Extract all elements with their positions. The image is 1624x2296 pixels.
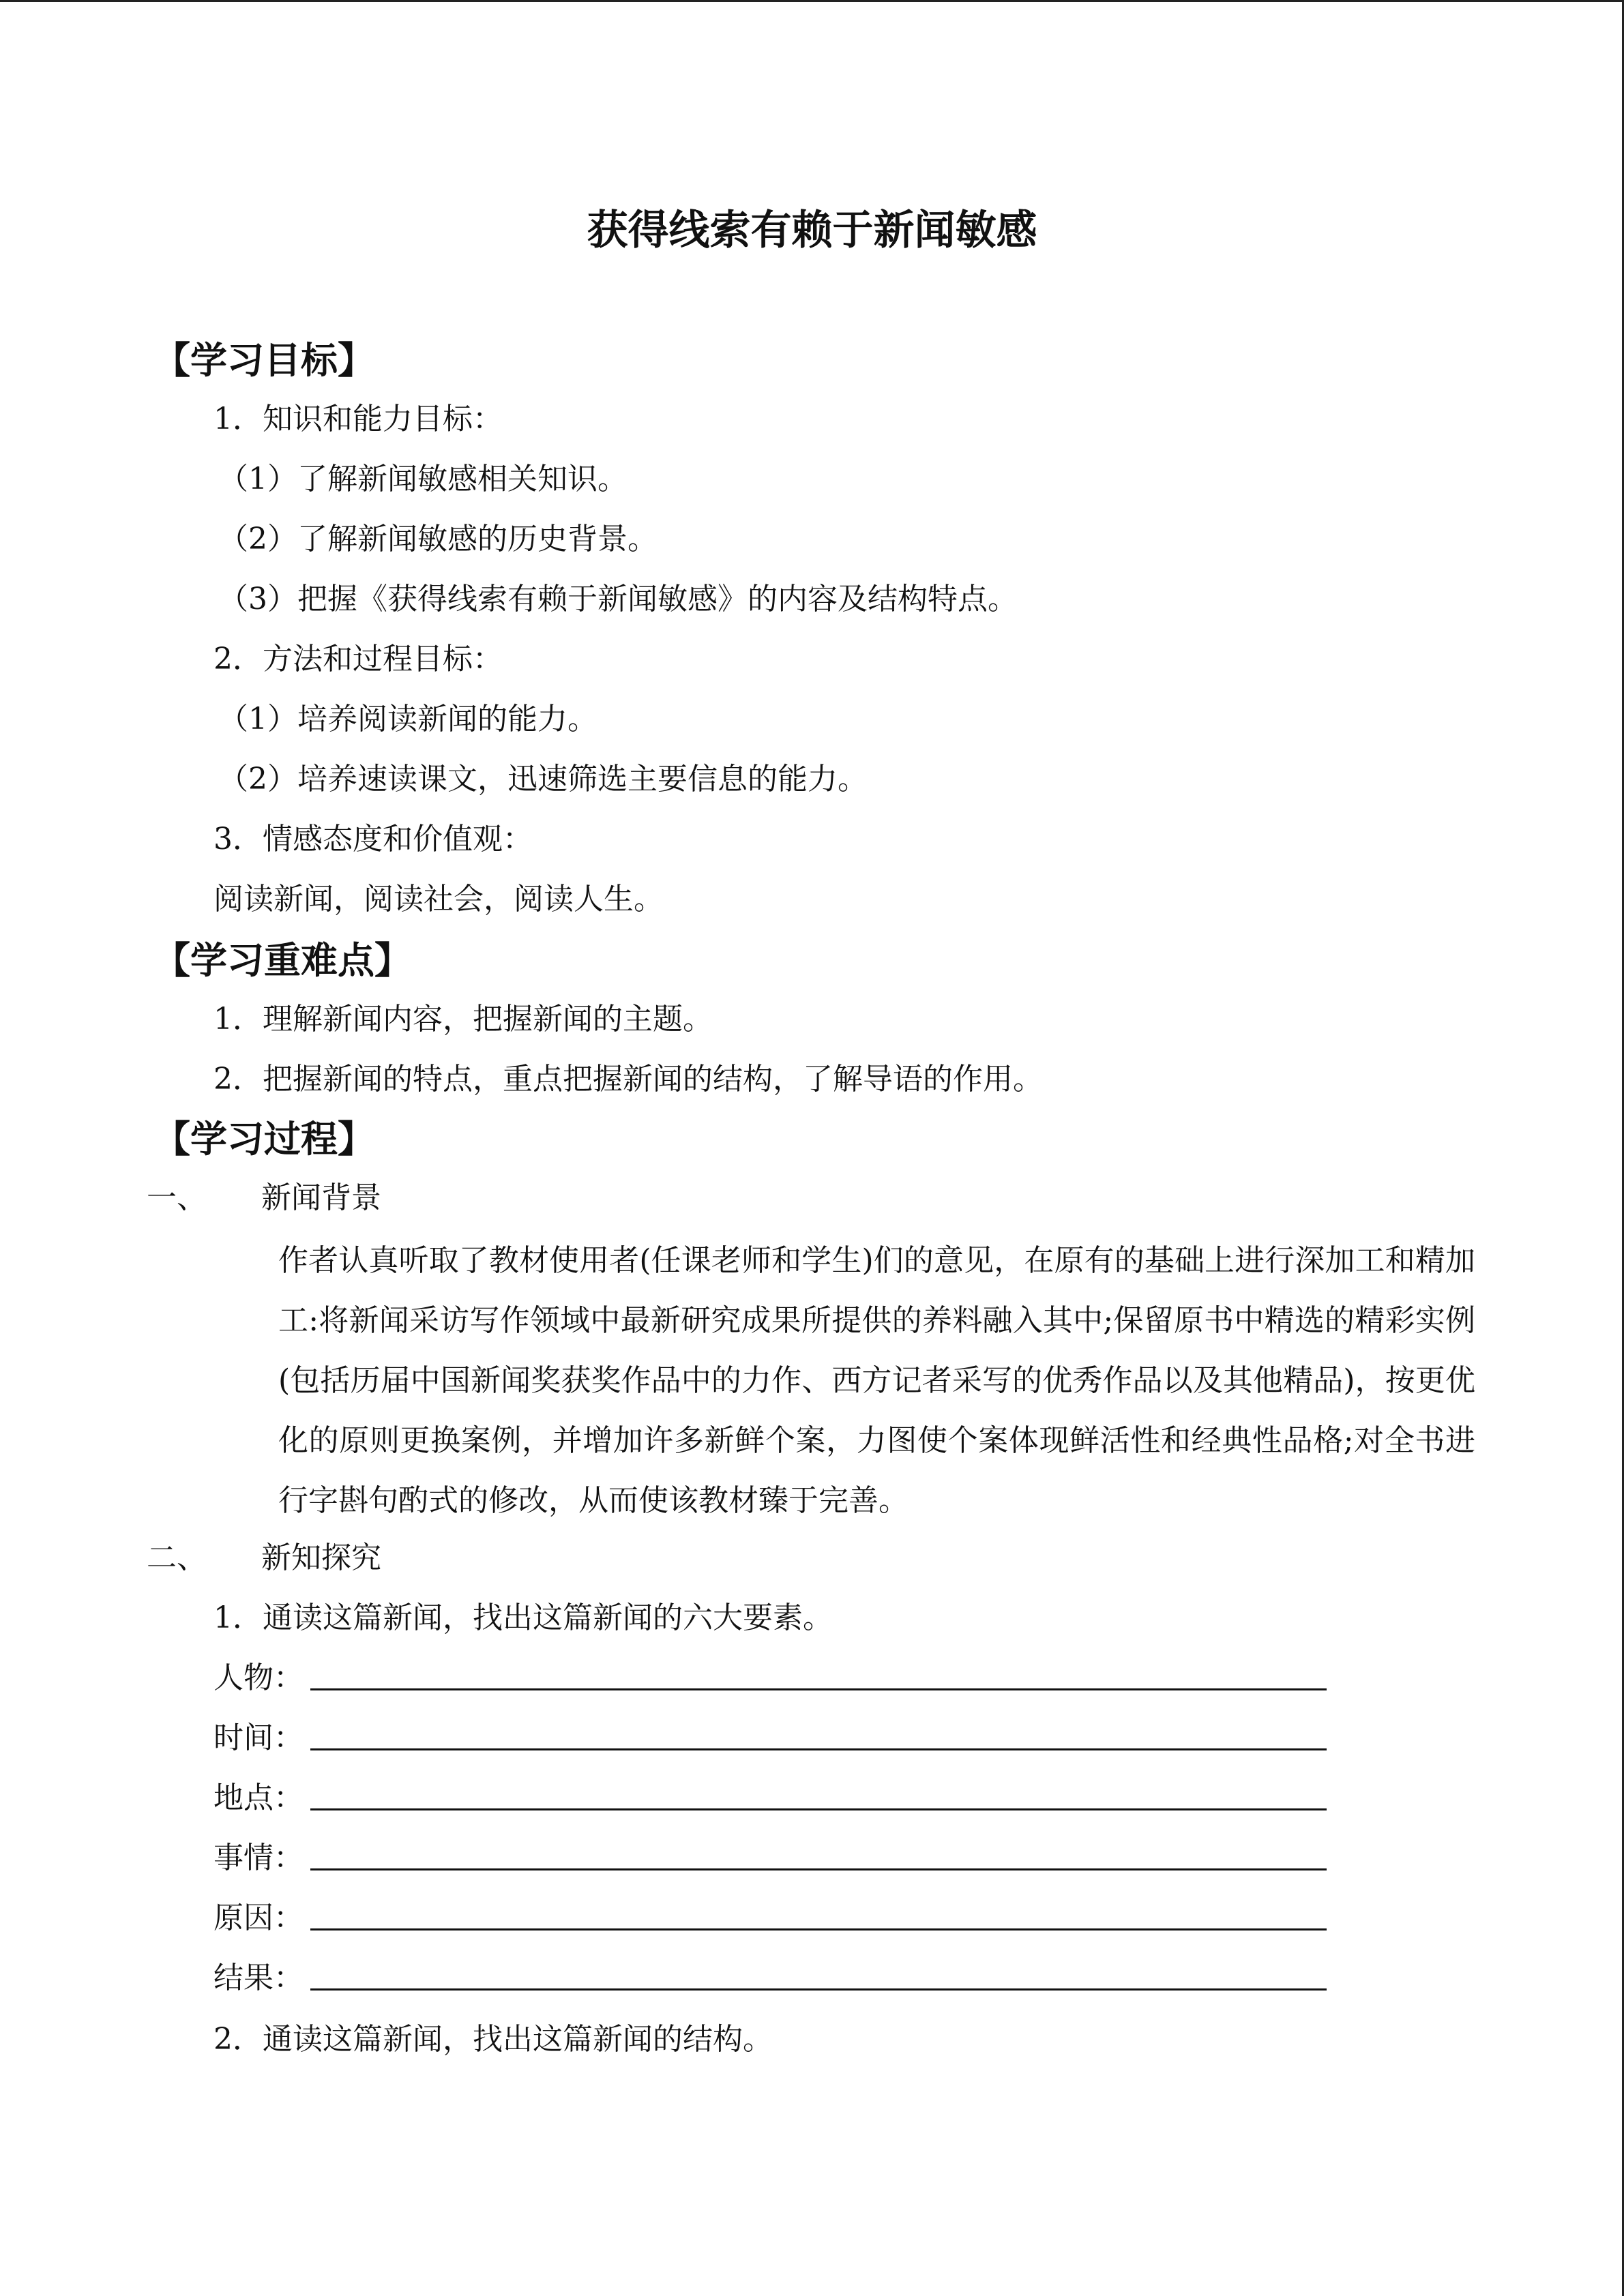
process-heading: 【学习过程】 — [153, 1118, 374, 1161]
document-title: 获得线索有赖于新闻敏感 — [587, 207, 1037, 254]
part2-title: 新知探究 — [261, 1540, 381, 1575]
field-label-cause: 原因： — [213, 1900, 304, 1935]
field-label-result: 结果： — [213, 1960, 304, 1995]
objective-line: 阅读新闻，阅读社会，阅读人生。 — [213, 882, 664, 916]
field-label-time: 时间： — [213, 1720, 304, 1755]
objective-line: （2）培养速读课文，迅速筛选主要信息的能力。 — [218, 762, 868, 796]
background-paragraph-text: 作者认真听取了教材使用者(任课老师和学生)们的意见，在原有的基础上进行深加工和精加工:将新闻采访写作领域中最新研究成果所提供的养料融入其中;保留原书中精选的精彩实例(包括历届中国新闻奖获奖作品中的力作、西方记者采写的优秀作品以及其他精品)，按更优化的原则更换案例，并增加许多新鲜个案，力图使个案体现鲜活性和经典性品格;对全书进行字斟句酌式的修改，从而使该教材臻于完善。 — [278, 1243, 1475, 1518]
objective-line: （2）了解新闻敏感的历史背景。 — [218, 522, 658, 556]
question-1: 1．通读这篇新闻，找出这篇新闻的六大要素。 — [213, 1600, 833, 1635]
key-points-heading: 【学习重难点】 — [153, 939, 411, 982]
answer-blank-people[interactable] — [310, 1688, 1327, 1690]
part1-title: 新闻背景 — [261, 1180, 381, 1215]
objectives-heading: 【学习目标】 — [153, 339, 374, 382]
answer-blank-event[interactable] — [310, 1868, 1327, 1870]
answer-blank-cause[interactable] — [310, 1928, 1327, 1930]
objective-line: （1）了解新闻敏感相关知识。 — [218, 462, 628, 496]
answer-blank-place[interactable] — [310, 1808, 1327, 1810]
background-paragraph — [213, 1231, 1475, 1531]
key-point-line: 2．把握新闻的特点，重点把握新闻的结构，了解导语的作用。 — [213, 1062, 1043, 1097]
objective-line: （1）培养阅读新闻的能力。 — [218, 702, 597, 736]
answer-blank-result[interactable] — [310, 1988, 1327, 1991]
part1-number: 一、 — [147, 1180, 207, 1215]
question-2: 2．通读这篇新闻，找出这篇新闻的结构。 — [213, 2022, 773, 2057]
key-point-line: 1．理解新闻内容，把握新闻的主题。 — [213, 1002, 713, 1037]
answer-blank-time[interactable] — [310, 1748, 1327, 1750]
field-label-event: 事情： — [213, 1840, 304, 1875]
objective-line: （3）把握《获得线索有赖于新闻敏感》的内容及结构特点。 — [218, 582, 1018, 616]
part2-number: 二、 — [147, 1540, 207, 1575]
page-border-top — [0, 0, 1624, 2]
objective-line: 1．知识和能力目标： — [213, 402, 503, 436]
field-label-people: 人物： — [213, 1660, 304, 1695]
field-label-place: 地点： — [213, 1780, 304, 1815]
objective-line: 3．情感态度和价值观： — [213, 822, 533, 856]
objective-line: 2．方法和过程目标： — [213, 642, 503, 676]
